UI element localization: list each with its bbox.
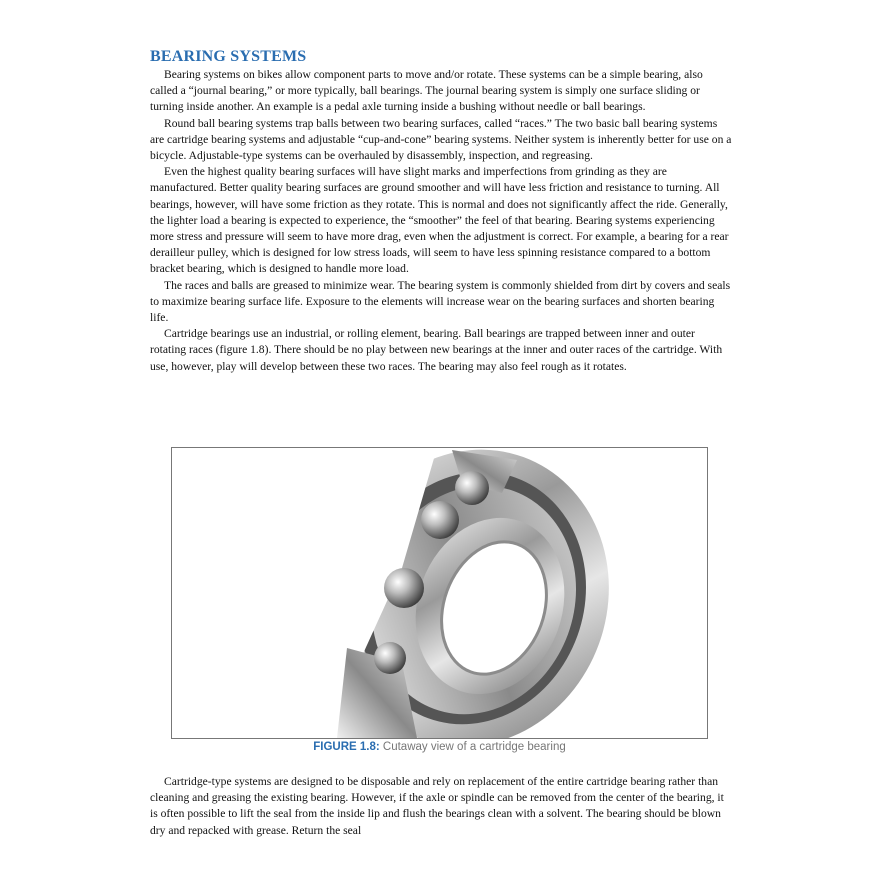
bearing-ball: [455, 471, 489, 505]
figure-caption-text: Cutaway view of a cartridge bearing: [379, 741, 566, 753]
figure-frame: [171, 447, 708, 739]
paragraph-6: Cartridge-type systems are designed to be disposable and rely on replacement of the entire cartridge bearing rather than cleaning and greasing the existing bearing. However, if the axle or spindle can be removed from the center of the bearing, it is often possible to lift the seal from the inside lip and flush the bearings clean with a solvent. The bearing should be blown dry and repacked with grease. Return the seal: [150, 775, 724, 837]
bearing-ball: [384, 568, 424, 608]
paragraph-5: Cartridge bearings use an industrial, or rolling element, bearing. Ball bearings are trapped between inner and outer rotating races (figure 1.8). There should be no play between new bearings at the inner and outer races of the cartridge. With use, however, play will develop between these two races. The bearing may also feel rough as it rotates.: [150, 327, 723, 373]
section-heading: BEARING SYSTEMS: [150, 48, 307, 65]
paragraph-2: Round ball bearing systems trap balls between two bearing surfaces, called “races.” The two basic ball bearing systems are cartridge bearing systems and adjustable “cup-and-cone” bearing systems. Neither system is inherently better for use on a bicycle. Adjustable-type systems can be overhauled by disassembly, inspection, and regreasing.: [150, 116, 732, 163]
cartridge-bearing-icon: [172, 448, 707, 738]
bearing-ball: [374, 642, 406, 674]
figure-label: FIGURE 1.8:: [313, 741, 380, 753]
continued-text: [150, 774, 732, 839]
bearing-ball: [421, 501, 459, 539]
paragraph-4: The races and balls are greased to minimize wear. The bearing system is commonly shielded from dirt by covers and seals to maximize bearing surface life. Exposure to the elements will increase wear on the bearing surfaces and shorten bearing life.: [150, 278, 731, 325]
paragraph-1: Bearing systems on bikes allow component parts to move and/or rotate. These systems can be a simple bearing, also called a “journal bearing,” or more typically, ball bearings. The journal bearing system is simply one surface sliding or turning inside another. An example is a pedal axle turning inside a bushing without needle or ball bearings.: [150, 68, 703, 114]
figure-caption: [171, 741, 708, 753]
article-body: [150, 47, 732, 375]
paragraph-3: Even the highest quality bearing surfaces will have slight marks and imperfections from grinding as they are manufactured. Better quality bearing surfaces are ground smoother and will have less friction and resistance to turning. All bearings, however, will have some friction as they rotate. This is normal and does not significantly affect the ride. Generally, the lighter load a bearing is expected to experience, the “smoother” the feel of that bearing. Bearing systems experiencing more stress and pressure will seem to have more drag, even when the adjustment is correct. For example, a bearing for a rear derailleur pulley, which is designed for low stress loads, will seem to have less spinning resistance compared to a bottom bracket bearing, which is designed to handle more load.: [150, 165, 729, 276]
